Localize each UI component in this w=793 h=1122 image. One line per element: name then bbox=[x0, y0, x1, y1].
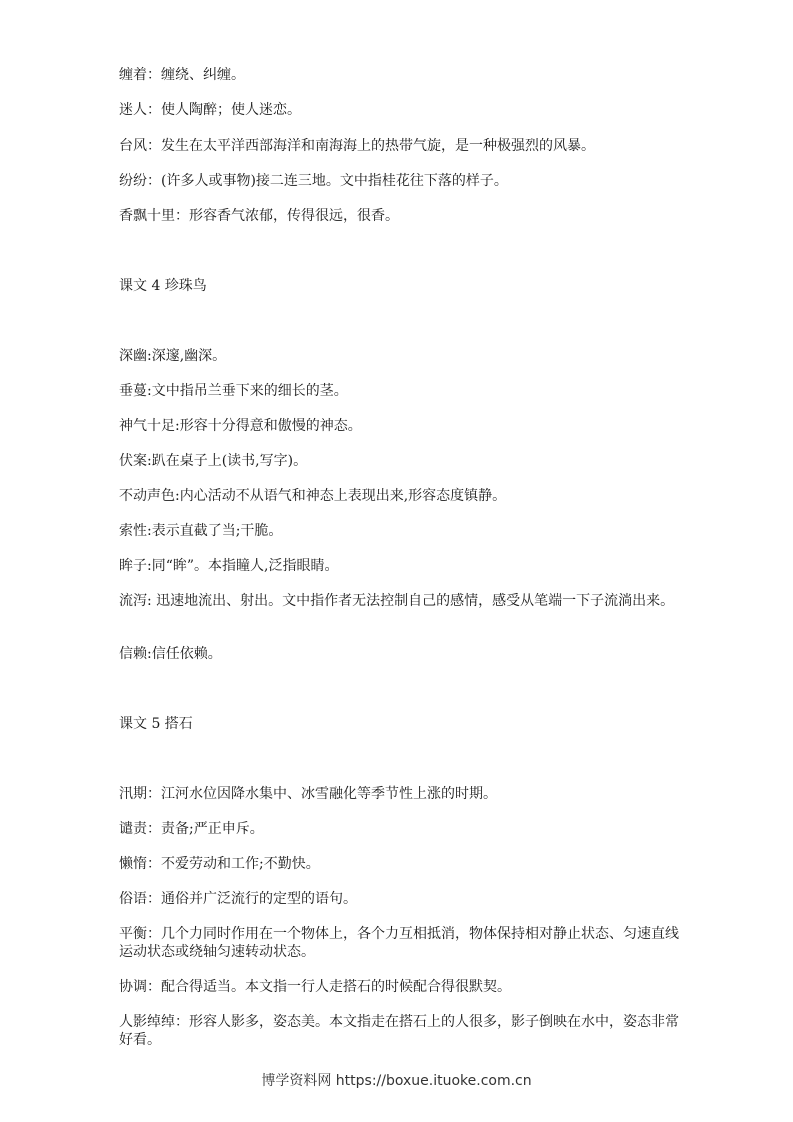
entry-suyu: 俗语：通俗并广泛流行的定型的语句。 bbox=[119, 891, 357, 907]
entry-shenqi: 神气十足:形容十分得意和傲慢的神态。 bbox=[119, 418, 362, 434]
entry-miren: 迷人：使人陶醉；使人迷恋。 bbox=[119, 102, 301, 118]
entry-xiangpiao: 香飘十里：形容香气浓郁，传得很远，很香。 bbox=[119, 208, 399, 224]
entry-liuxie: 流泻: 迅速地流出、射出。文中指作者无法控制自己的感情，感受从笔端一下子流淌出来。 bbox=[119, 593, 675, 609]
entry-pingheng: 平衡：几个力同时作用在一个物体上，各个力互相抵消，物体保持相对静止状态、匀速直线运动状态或绕轴匀速转动状态。 bbox=[119, 926, 679, 960]
entry-chuiman: 垂蔓:文中指吊兰垂下来的细长的茎。 bbox=[119, 383, 348, 399]
entry-landuo: 懒惰：不爱劳动和工作;不勤快。 bbox=[119, 856, 320, 872]
entry-suoxing: 索性:表示直截了当;干脆。 bbox=[119, 523, 283, 539]
entry-xinlai: 信赖:信任依赖。 bbox=[119, 646, 222, 662]
footer-watermark: 博学资料网 https://boxue.ituoke.com.cn bbox=[261, 1073, 532, 1089]
entry-taifeng: 台风：发生在太平洋西部海洋和南海海上的热带气旋，是一种极强烈的风暴。 bbox=[119, 138, 595, 154]
entry-renying: 人影绰绰：形容人影多，姿态美。本文指走在搭石上的人很多，影子倒映在水中，姿态非常好看。 bbox=[119, 1014, 679, 1048]
entry-shenyou: 深幽:深邃,幽深。 bbox=[119, 348, 227, 364]
lesson4-title: 课文 4 珍珠鸟 bbox=[119, 278, 207, 294]
entry-mouzi: 眸子:同“眸”。本指瞳人,泛指眼睛。 bbox=[119, 558, 339, 574]
lesson5-title: 课文 5 搭石 bbox=[119, 716, 193, 732]
entry-xietiao: 协调：配合得适当。本文指一行人走搭石的时候配合得很默契。 bbox=[119, 979, 511, 995]
entry-xunqi: 汛期：江河水位因降水集中、冰雪融化等季节性上涨的时期。 bbox=[119, 786, 497, 802]
entry-fuan: 伏案:趴在桌子上(读书,写字)。 bbox=[119, 453, 308, 469]
entry-qianze: 谴责：责备;严正申斥。 bbox=[119, 821, 264, 837]
entry-chanzhe: 缠着：缠绕、纠缠。 bbox=[119, 67, 245, 83]
entry-budong: 不动声色:内心活动不从语气和神态上表现出来,形容态度镇静。 bbox=[119, 488, 507, 504]
entry-fenfen: 纷纷：(许多人或事物)接二连三地。文中指桂花往下落的样子。 bbox=[119, 173, 508, 189]
